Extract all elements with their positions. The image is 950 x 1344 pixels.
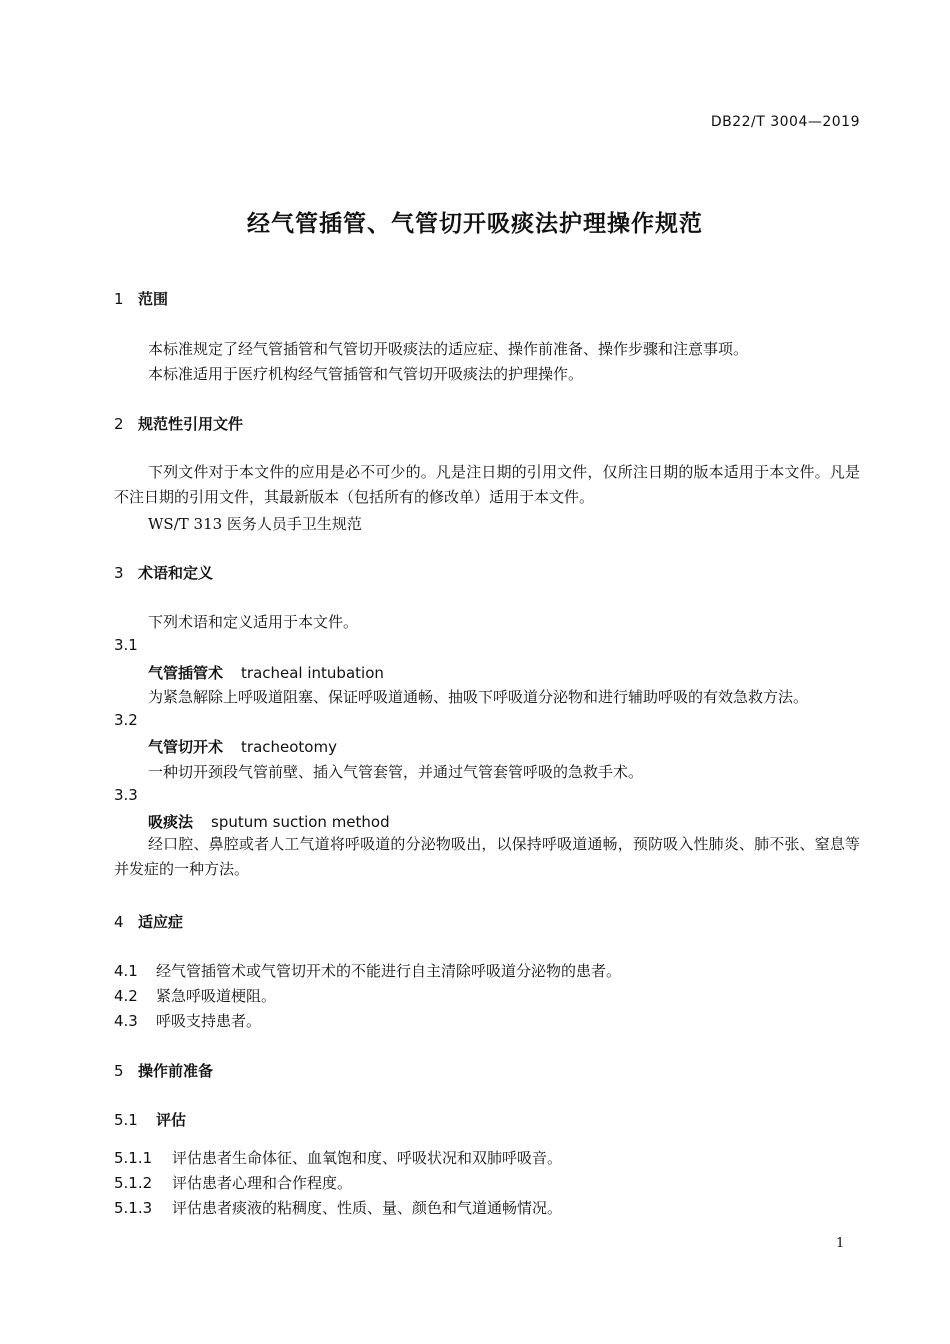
clause-number: 4.2 — [114, 987, 138, 1005]
term-entry — [148, 736, 337, 757]
term-en: tracheal intubation — [241, 664, 384, 682]
clause-text: 呼吸支持患者。 — [156, 1012, 262, 1030]
clause-item — [114, 1147, 562, 1168]
clause-text: 评估患者生命体征、血氧饱和度、呼吸状况和双肺呼吸音。 — [172, 1149, 563, 1167]
term-definition: 一种切开颈段气管前壁、插入气管套管，并通过气管套管呼吸的急救手术。 — [148, 763, 644, 781]
term-number: 3.1 — [114, 636, 138, 654]
term-zh: 气管插管术 — [148, 664, 224, 682]
section-3-heading — [114, 562, 213, 583]
clause-number: 4.1 — [114, 962, 138, 980]
term-en: tracheotomy — [241, 738, 337, 756]
term-en: sputum suction method — [211, 813, 390, 831]
section-number: 2 — [114, 415, 124, 433]
subsection-title: 评估 — [156, 1111, 187, 1129]
section-5-heading — [114, 1060, 213, 1081]
clause-item — [114, 960, 621, 981]
section-title: 术语和定义 — [138, 564, 214, 582]
paragraph: 本标准规定了经气管插管和气管切开吸痰法的适应症、操作前准备、操作步骤和注意事项。 — [148, 340, 749, 358]
clause-text: 评估患者痰液的粘稠度、性质、量、颜色和气道通畅情况。 — [172, 1199, 563, 1217]
section-number: 4 — [114, 913, 124, 931]
section-number: 1 — [114, 290, 124, 308]
page-number: 1 — [836, 1236, 845, 1251]
standard-number: DB22/T 3004—2019 — [710, 114, 860, 130]
normative-reference: WS/T 313 医务人员手卫生规范 — [148, 515, 362, 533]
clause-item — [114, 1010, 261, 1031]
term-definition: 为紧急解除上呼吸道阻塞、保证呼吸道通畅、抽吸下呼吸道分泌物和进行辅助呼吸的有效急救方法。 — [148, 688, 809, 706]
section-number: 3 — [114, 564, 124, 582]
clause-number: 5.1.3 — [114, 1199, 153, 1217]
section-title: 范围 — [138, 290, 169, 308]
section-number: 5 — [114, 1062, 124, 1080]
clause-text: 紧急呼吸道梗阻。 — [156, 987, 277, 1005]
subsection-heading — [114, 1109, 186, 1130]
paragraph: 下列文件对于本文件的应用是必不可少的。凡是注日期的引用文件，仅所注日期的版本适用于本文件。凡是不注日期的引用文件，其最新版本（包括所有的修改单）适用于本文件。 — [114, 463, 860, 506]
section-4-heading — [114, 911, 183, 932]
clause-item — [114, 985, 276, 1006]
clause-text: 评估患者心理和合作程度。 — [172, 1174, 353, 1192]
clause-item — [114, 1197, 562, 1218]
subsection-number: 5.1 — [114, 1111, 138, 1129]
term-definition: 经口腔、鼻腔或者人工气道将呼吸道的分泌物吸出，以保持呼吸道通畅，预防吸入性肺炎、肺不张、窒息等并发症的一种方法。 — [114, 835, 860, 878]
term-entry — [148, 811, 390, 832]
term-zh: 吸痰法 — [148, 813, 194, 831]
clause-text: 经气管插管术或气管切开术的不能进行自主清除呼吸道分泌物的患者。 — [156, 962, 622, 980]
clause-item — [114, 1172, 352, 1193]
paragraph: 下列术语和定义适用于本文件。 — [148, 613, 359, 631]
section-title: 操作前准备 — [138, 1062, 214, 1080]
paragraph: 本标准适用于医疗机构经气管插管和气管切开吸痰法的护理操作。 — [148, 365, 584, 383]
clause-number: 5.1.2 — [114, 1174, 153, 1192]
term-entry — [148, 662, 384, 683]
section-title: 适应症 — [138, 913, 184, 931]
term-zh: 气管切开术 — [148, 738, 224, 756]
section-2-heading — [114, 413, 243, 434]
clause-number: 5.1.1 — [114, 1149, 153, 1167]
term-number: 3.2 — [114, 711, 138, 729]
clause-number: 4.3 — [114, 1012, 138, 1030]
section-title: 规范性引用文件 — [138, 415, 244, 433]
term-number: 3.3 — [114, 786, 138, 804]
document-title: 经气管插管、气管切开吸痰法护理操作规范 — [247, 211, 703, 237]
section-1-heading — [114, 288, 168, 309]
